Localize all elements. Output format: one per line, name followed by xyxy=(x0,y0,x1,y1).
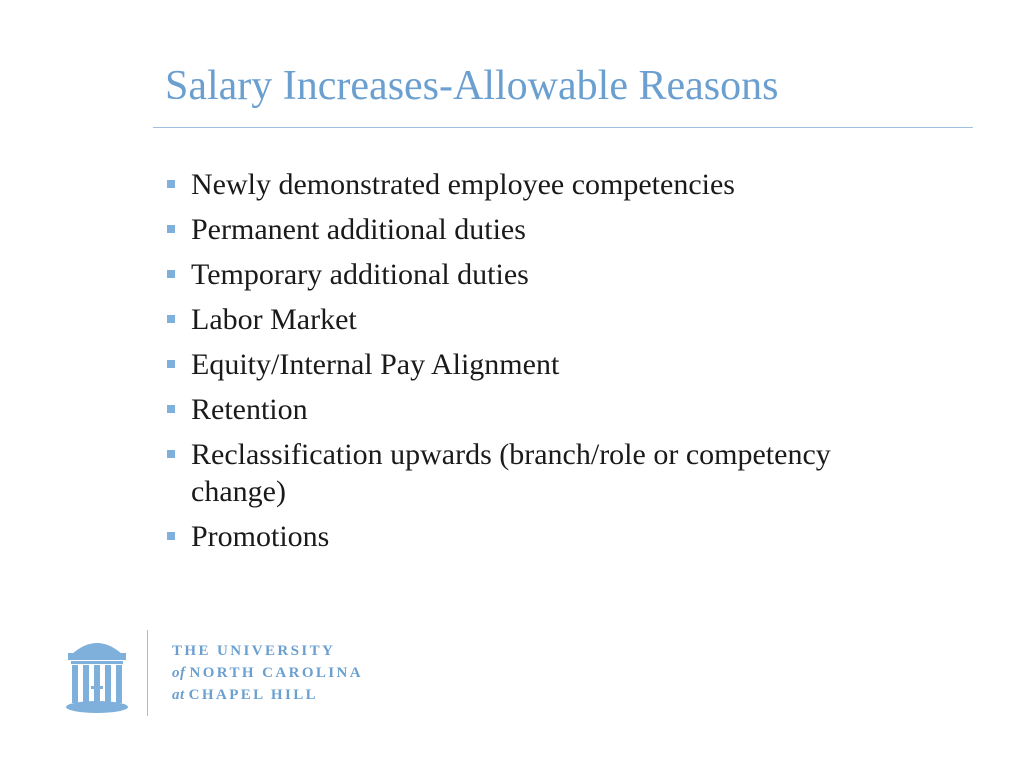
square-bullet-icon xyxy=(167,450,175,458)
bullet-item xyxy=(165,346,925,383)
logo-line-3-text: CHAPEL HILL xyxy=(188,687,319,703)
university-logo xyxy=(64,628,394,720)
bullet-item xyxy=(165,256,925,293)
bullet-item xyxy=(165,391,925,428)
bullet-item xyxy=(165,166,925,203)
square-bullet-icon xyxy=(167,405,175,413)
bullet-text: Reclassification upwards (branch/role or competency change) xyxy=(191,438,831,508)
bullet-text: Retention xyxy=(191,393,308,426)
square-bullet-icon xyxy=(167,270,175,278)
logo-prefix-at: at xyxy=(172,687,185,703)
square-bullet-icon xyxy=(167,315,175,323)
logo-wordmark xyxy=(172,640,363,706)
old-well-icon xyxy=(64,634,130,714)
bullet-item xyxy=(165,436,925,510)
logo-line-2 xyxy=(172,662,363,684)
square-bullet-icon xyxy=(167,225,175,233)
bullet-list xyxy=(165,166,925,563)
title-divider xyxy=(153,127,973,128)
logo-line-1: THE UNIVERSITY xyxy=(172,643,336,659)
bullet-item xyxy=(165,211,925,248)
square-bullet-icon xyxy=(167,360,175,368)
logo-prefix-of: of xyxy=(172,665,186,681)
bullet-text: Promotions xyxy=(191,520,330,553)
slide-title: Salary Increases-Allowable Reasons xyxy=(165,63,779,109)
bullet-item xyxy=(165,518,925,555)
logo-line-3 xyxy=(172,684,363,706)
bullet-text: Newly demonstrated employee competencies xyxy=(191,168,735,201)
logo-line-2-text: NORTH CAROLINA xyxy=(189,665,363,681)
square-bullet-icon xyxy=(167,532,175,540)
square-bullet-icon xyxy=(167,180,175,188)
bullet-text: Labor Market xyxy=(191,303,357,336)
bullet-item xyxy=(165,301,925,338)
logo-divider xyxy=(147,630,148,716)
bullet-text: Equity/Internal Pay Alignment xyxy=(191,348,560,381)
bullet-text: Temporary additional duties xyxy=(191,258,529,291)
bullet-text: Permanent additional duties xyxy=(191,213,526,246)
